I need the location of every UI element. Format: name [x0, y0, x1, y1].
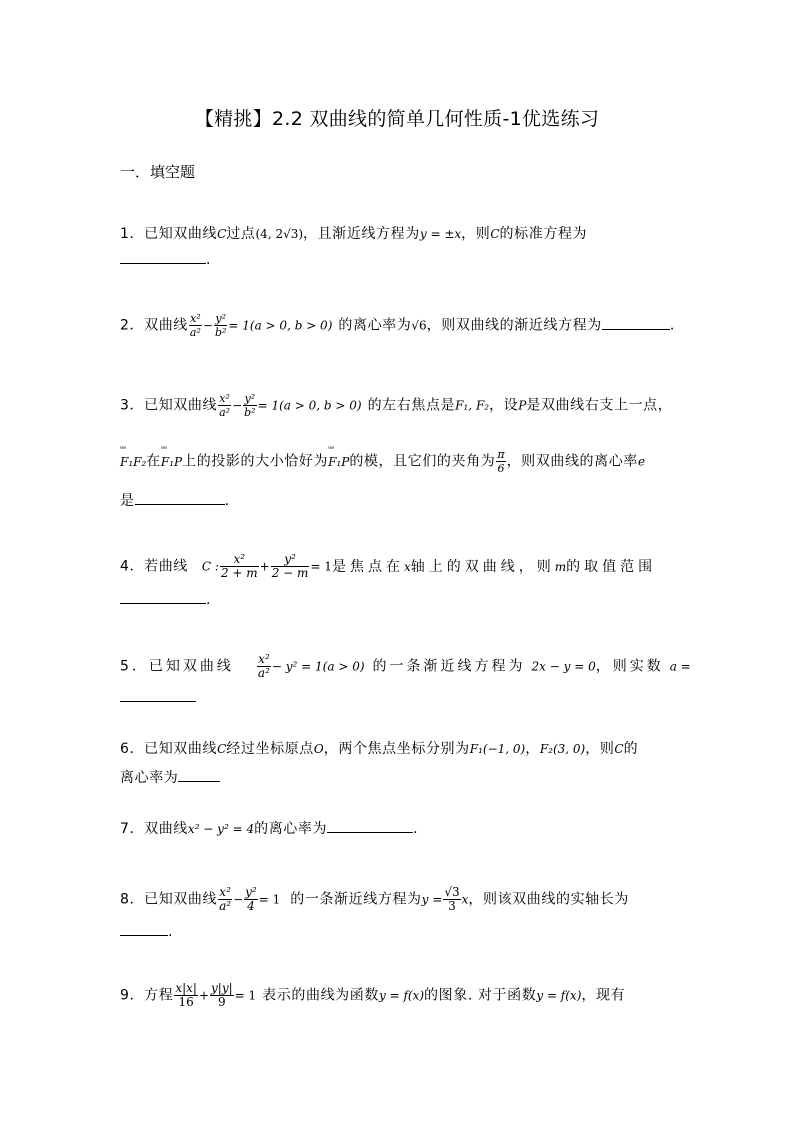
question-3-line-3: 是 . — [120, 493, 230, 509]
answer-blank[interactable] — [120, 934, 168, 936]
question-2: 2．双曲线 $\frac{\text{x²}}{\text{a²}}$ − $\frac{\text{y²}}{\text{b²}}$ = 1(a > 0, b > 0) 的离心率为√6，则双曲线的渐近线方程为 . — [120, 312, 675, 339]
vector-f1p: ᵘᵘᵘ F₁P — [328, 455, 349, 469]
question-4-answer: . — [120, 592, 211, 608]
answer-blank[interactable] — [120, 700, 196, 702]
question-8-answer: . — [120, 924, 173, 940]
question-3-line-2: ᵘᵘᵘ F₁F₂在ᵘᵘᵘ F₁P上的投影的大小恰好为ᵘᵘᵘ F₁P的模，且它们的夹角为 $\frac{\pi}{6}$ ，则双曲线的离心率e — [120, 448, 645, 475]
question-7: 7．双曲线x² − y² = 4的离心率为 . — [120, 821, 419, 837]
answer-blank[interactable] — [602, 328, 670, 330]
page-title: 【精挑】2.2 双曲线的简单几何性质-1优选练习 — [194, 108, 600, 130]
question-8: 8．已知双曲线 $\frac{\text{x²}}{\text{a²}}$ − $\frac{\text{y²}}{4}$ = 1 的一条渐近线方程为y = $\frac{√3}{3}$ x，则该双曲线的实轴长为 — [120, 885, 629, 913]
question-1: 1．已知双曲线C过点(4, 2√3)，且渐近线方程为y = ±x，则C的标准方程为 — [120, 226, 588, 242]
question-1-answer: . — [120, 252, 211, 268]
question-4: 4．若曲线 C : $\frac{\text{x²}}{2 + m}$ + $\frac{\text{y²}}{2 - m}$ = 1是焦点在x轴上的双曲线，则m的取值范围 — [120, 552, 657, 580]
section-heading: 一．填空题 — [120, 163, 196, 181]
question-5-answer — [120, 690, 196, 706]
answer-blank[interactable] — [120, 602, 206, 604]
question-9: 9．方程 $\frac{x|x|}{16}$ + $\frac{y|y|}{9}$ = 1 表示的曲线为函数y = f(x)的图象. 对于函数y = f(x)，现有 — [120, 981, 626, 1009]
question-6: 6．已知双曲线C经过坐标原点O，两个焦点坐标分别为F₁(−1, 0)，F₂(3, 0)，则C的 — [120, 741, 639, 757]
vector-f1p: ᵘᵘᵘ F₁P — [161, 455, 182, 469]
question-3: 3．已知双曲线 $\frac{\text{x²}}{\text{a²}}$ − $\frac{\text{y²}}{\text{b²}}$ = 1(a > 0, b > 0) 的左右焦点是F₁, F₂，设P是双曲线右支上一点， — [120, 392, 673, 419]
vector-f1f2: ᵘᵘᵘ F₁F₂ — [120, 455, 146, 469]
answer-blank[interactable] — [327, 831, 413, 833]
question-5: 5．已知双曲线 $\frac{\text{x²}}{\text{a²}}$ − y² = 1(a > 0) 的一条渐近线方程为 2x − y = 0，则实数 a = — [120, 652, 691, 680]
question-6-line-2: 离心率为 — [120, 767, 220, 787]
answer-blank[interactable] — [178, 780, 220, 782]
answer-blank[interactable] — [120, 262, 206, 264]
answer-blank[interactable] — [135, 503, 225, 505]
